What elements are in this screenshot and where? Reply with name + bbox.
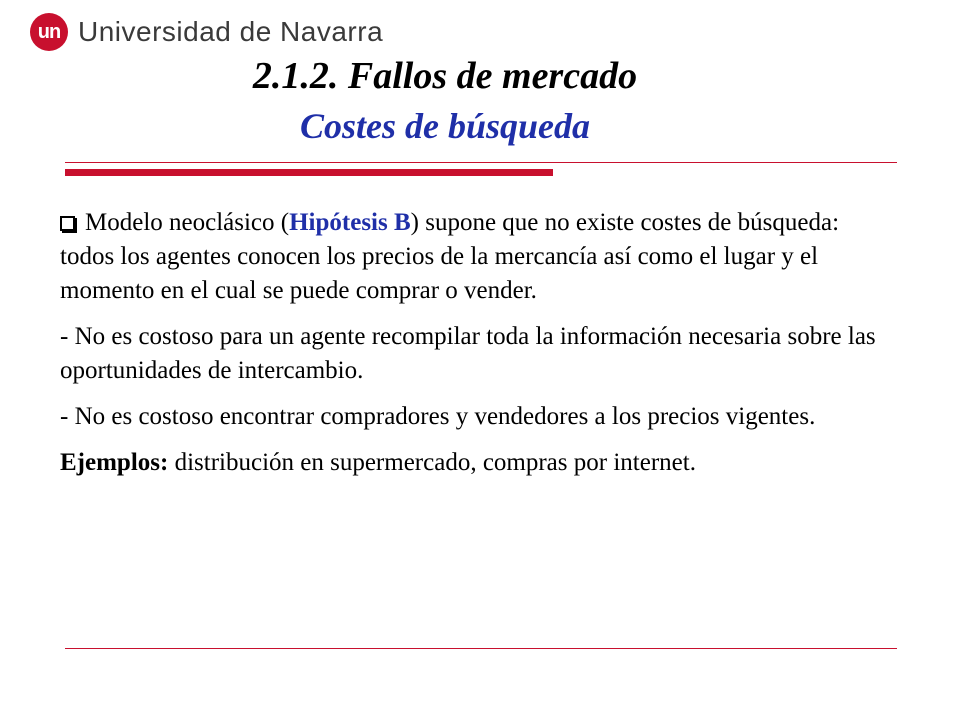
- hypothesis-highlight: Hipótesis B: [289, 209, 411, 236]
- examples-label: Ejemplos:: [60, 449, 169, 476]
- checkbox-bullet-icon: [60, 216, 75, 231]
- paragraph-point-1: - No es costoso para un agente recompilar toda la información necesaria sobre las oportunidades de intercambio.: [60, 323, 876, 384]
- paragraph-examples: Ejemplos: distribución en supermercado, compras por internet.: [60, 449, 696, 476]
- header-divider-thin: [65, 162, 897, 163]
- footer-divider: [65, 648, 897, 649]
- paragraph-model: Modelo neoclásico (Hipótesis B) supone que no existe costes de búsqueda: todos los agentes conocen los precios de la mercancía así como el lugar y el momento en el cual se puede comprar o vender.: [60, 209, 840, 304]
- paragraph-point-2: - No es costoso encontrar compradores y vendedores a los precios vigentes.: [60, 403, 816, 430]
- logo-mark: un: [30, 13, 68, 51]
- slide-body: [60, 206, 890, 492]
- slide-title: 2.1.2. Fallos de mercado: [252, 55, 638, 97]
- slide-subtitle: Costes de búsqueda: [299, 106, 591, 146]
- university-logo: [30, 10, 383, 54]
- header-divider-thick: [65, 169, 553, 176]
- logo-text: Universidad de Navarra: [78, 16, 384, 47]
